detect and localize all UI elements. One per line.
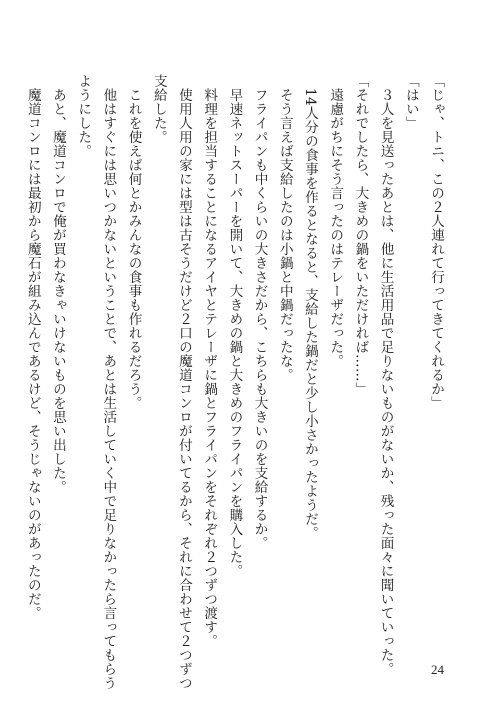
text-line: 魔道コンロには最初から魔石が組み込んであるけど、そうじゃないのがあったのだ。 bbox=[24, 74, 41, 620]
text-line: 料理を担当することになるアイヤとテレーザに鍋とフライパンをそれぞれ２つずつ渡す。 bbox=[201, 74, 218, 648]
text-line: 早速ネットスーパーを開いて、大きめの鍋と大きめのフライパンを購入した。 bbox=[226, 74, 243, 578]
text-line: 「はい」 bbox=[402, 74, 419, 130]
text-line: ようにした。 bbox=[75, 74, 92, 158]
text-line: ３人を見送ったあとは、他に生活用品で足りないものがないか、残った面々に聞いていった。 bbox=[377, 74, 394, 676]
text-line: これを使えば何とかみんなの食事も作れるだろう。 bbox=[125, 74, 142, 410]
text-line: 14人分の食事を作るとなると、支給した鍋だと少し小さかったようだ。 bbox=[301, 74, 318, 541]
text-line: 遠慮がちにそう言ったのはテレーザだった。 bbox=[327, 74, 344, 368]
text-line: フライパンも中くらいの大きさだから、こちらも大きいのを支給するか。 bbox=[251, 74, 268, 550]
text-line: そう言えば支給したのは小鍋と中鍋だったな。 bbox=[276, 74, 293, 382]
text-line: 「それでしたら、大きめの鍋をいただければ……」 bbox=[352, 74, 369, 396]
text-line: 「じゃ、トニ、この２人連れて行ってきてくれるか」 bbox=[428, 74, 444, 410]
text-line: 使用人用の家には型は古そうだけど２口の魔道コンロが付いてるから、それに合わせて２つずつ bbox=[175, 74, 192, 690]
text-line: 支給した。 bbox=[150, 74, 167, 144]
page-number: 24 bbox=[431, 662, 444, 677]
text-line: 他はすぐには思いつかないということで、あとは生活していく中で足りなかったら言ってもらう bbox=[100, 74, 117, 690]
text-line: あと、魔道コンロで俺が買わなきゃいけないものを思い出した。 bbox=[49, 74, 66, 494]
